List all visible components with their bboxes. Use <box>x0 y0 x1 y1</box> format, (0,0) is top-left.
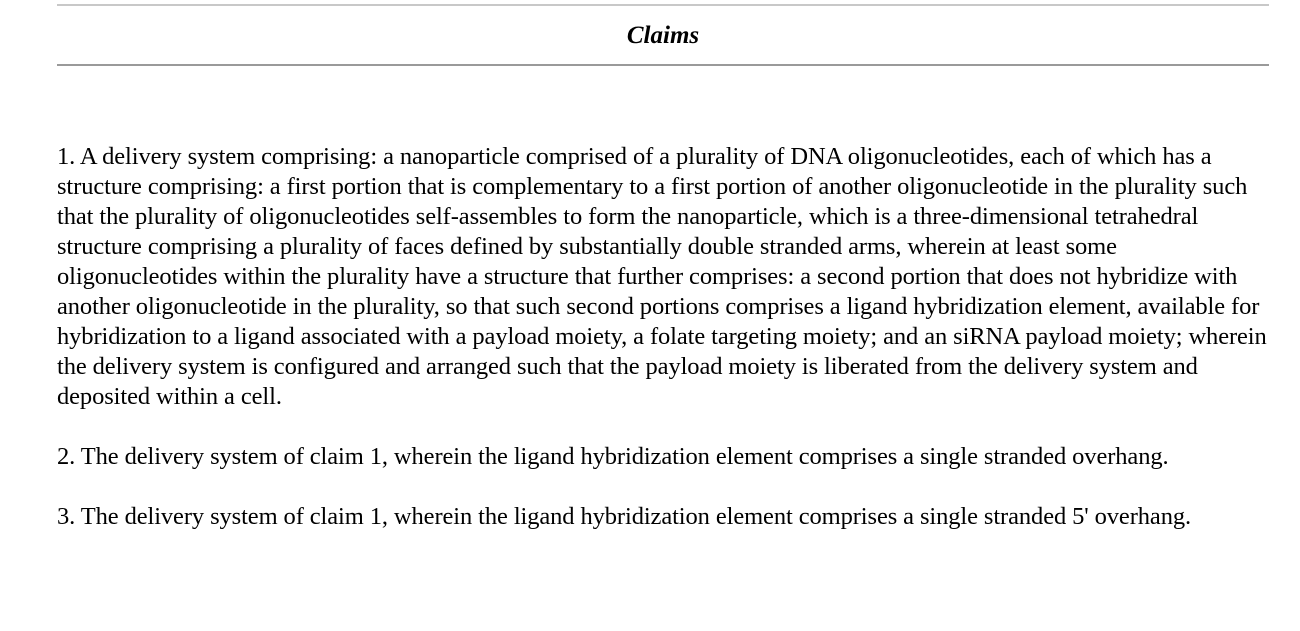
top-divider <box>57 4 1269 6</box>
claim-2: 2. The delivery system of claim 1, wherein the ligand hybridization element comprises a single stranded overhang. <box>57 443 1169 470</box>
claim-3: 3. The delivery system of claim 1, wherein the ligand hybridization element comprises a single stranded 5' overhang. <box>57 503 1192 530</box>
header-divider <box>57 64 1269 66</box>
page-title: Claims <box>626 22 700 49</box>
claims-list <box>57 142 1269 562</box>
claim-1: 1. A delivery system comprising: a nanoparticle comprised of a plurality of DNA oligonucleotides, each of which has a structure comprising: a first portion that is complementary to a first portion of another oligonucleotide in the plurality such that the plurality of oligonucleotides self-assembles to form the nanoparticle, which is a three-dimensional tetrahedral structure comprising a plurality of faces defined by substantially double stranded arms, wherein at least some oligonucleotides within the plurality have a structure that further comprises: a second portion that does not hybridize with another oligonucleotide in the plurality, so that such second portions comprises a ligand hybridization element, available for hybridization to a ligand associated with a payload moiety, a folate targeting moiety; and an siRNA payload moiety; wherein the delivery system is configured and arranged such that the payload moiety is liberated from the delivery system and deposited within a cell. <box>57 143 1267 410</box>
